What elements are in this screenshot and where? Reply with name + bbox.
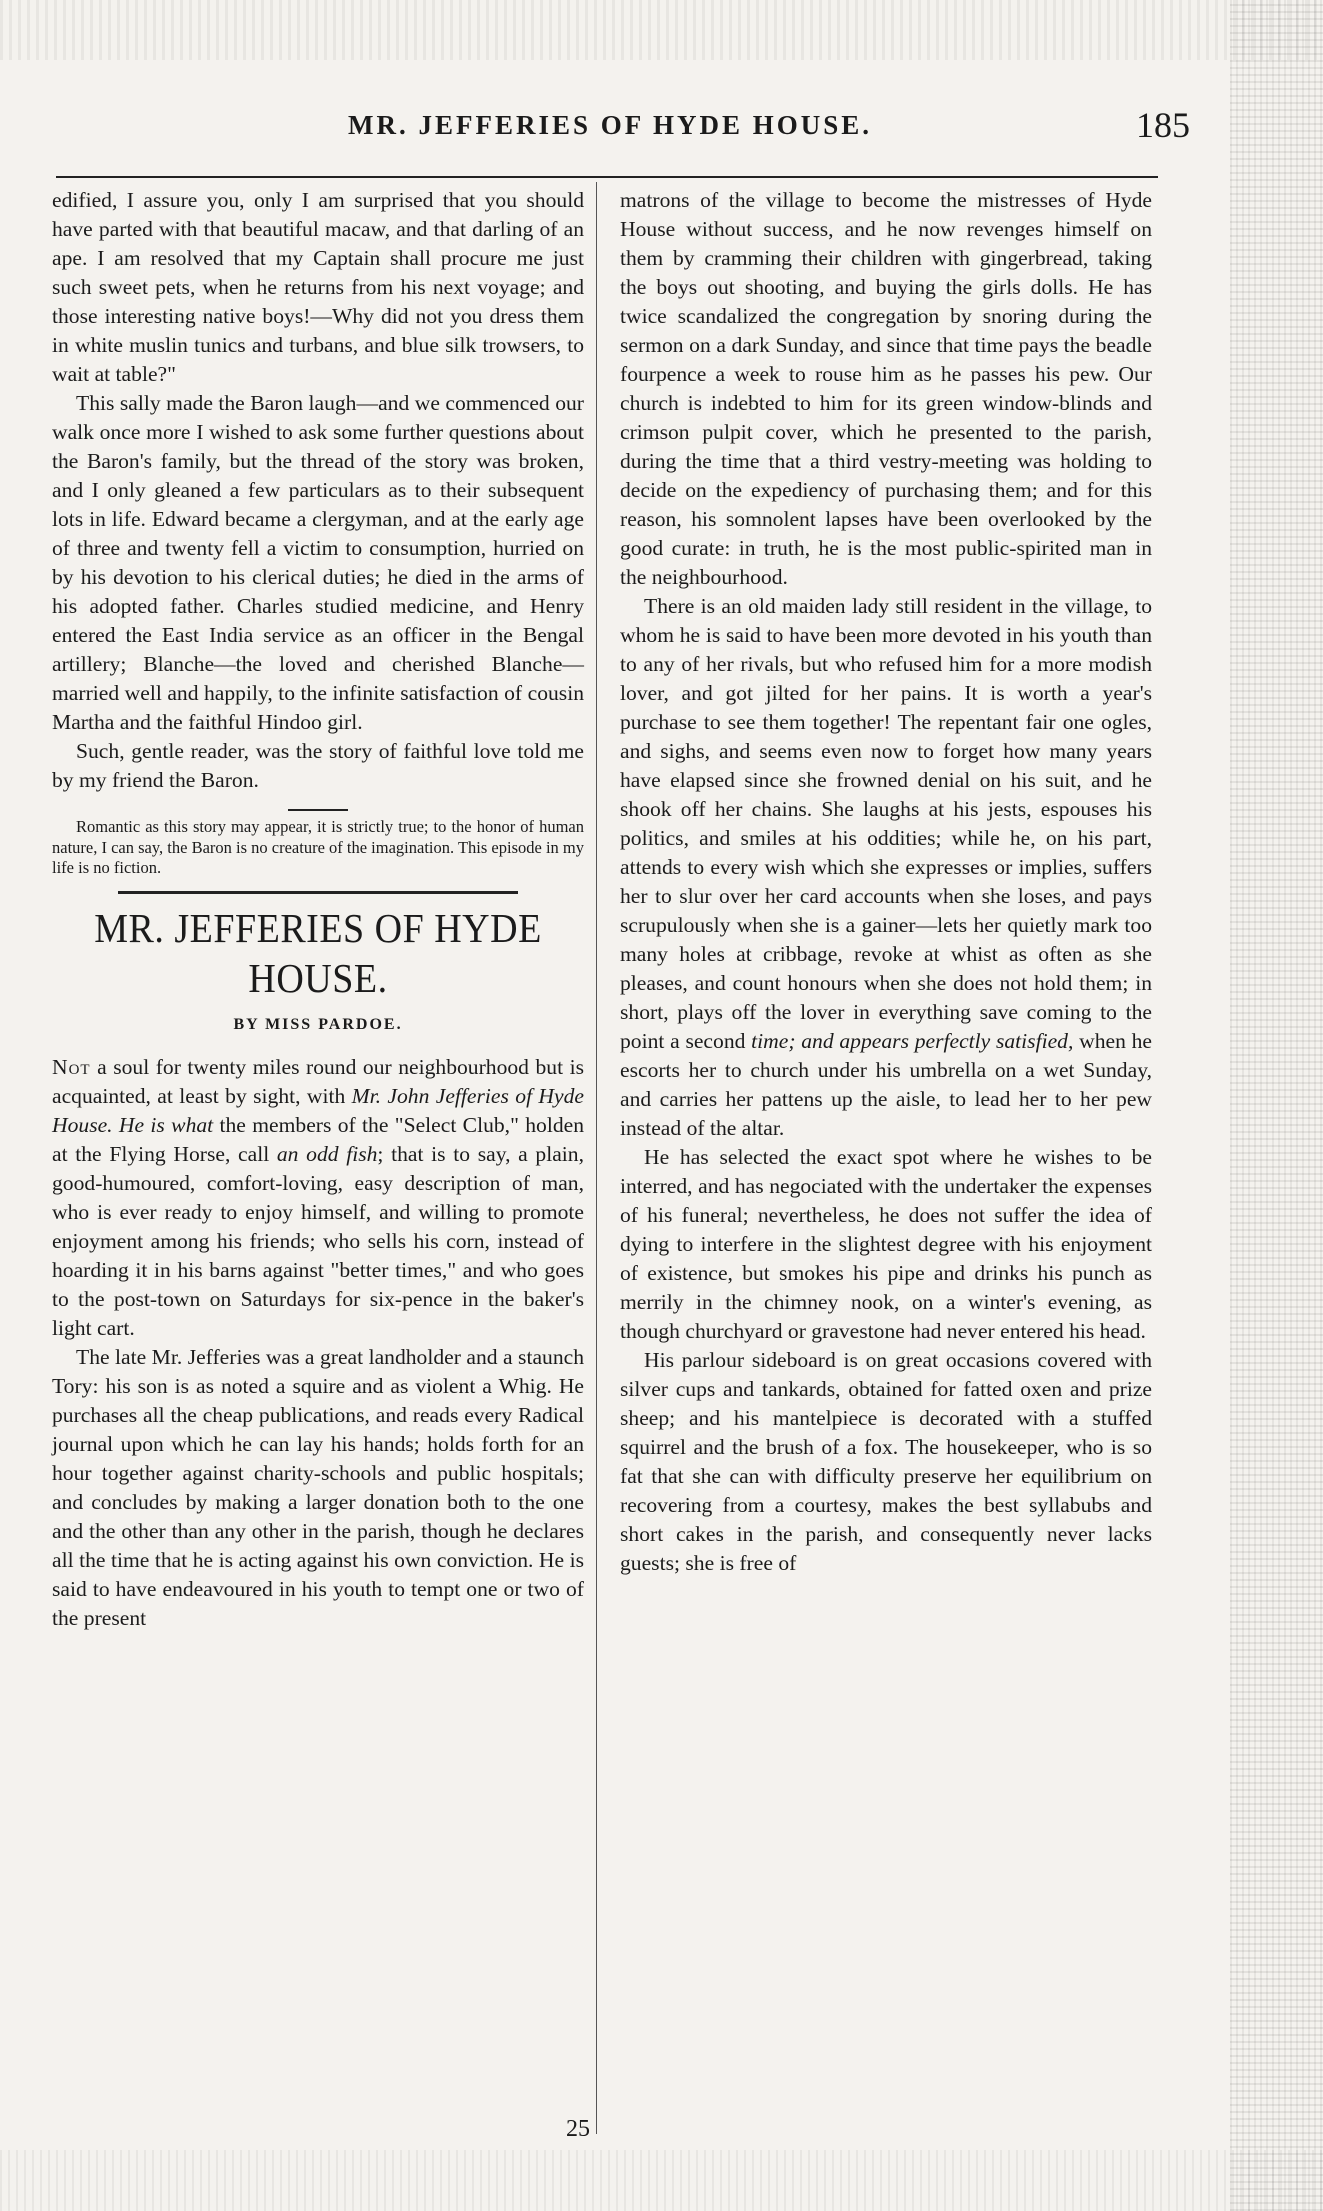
paragraph: The late Mr. Jefferies was a great landholder and a staunch Tory: his son is as noted a squire and as violent a Whig. He purchases all the cheap publications, and reads every Radical journal upon which he can lay his hands; holds forth for an hour together against charity-schools and public hospitals; and concludes by making a larger donation both to the one and the other than any other in the parish, though he declares all the time that he is acting against his own conviction. He is said to have endeavoured in his youth to tempt one or two of the present bbox=[52, 1344, 584, 1630]
scan-noise-bottom bbox=[0, 2150, 1323, 2211]
paragraph: He has selected the exact spot where he wishes to be interred, and has negociated with the undertaker the expenses of his funeral; nevertheless, he does not suffer the idea of dying to interfere in the slightest degree with his enjoyment of existence, but smokes his pipe and drinks his punch as merrily in the chimney nook, on a winter's evening, as though churchyard or gravestone had never entered his head. bbox=[620, 1145, 1152, 1343]
paragraph bbox=[52, 1053, 584, 1343]
drop-word: Not bbox=[52, 1054, 91, 1079]
footnote-rule bbox=[288, 809, 348, 811]
text-run: a soul for twenty miles round our neighbourhood but is acquainted, at least by sight, with bbox=[52, 1054, 584, 1108]
italic-run: time; and appears perfectly satisfied, bbox=[751, 1029, 1074, 1053]
text-run: ; that is to say, a plain, good-humoured, comfort-loving, easy description of man, who is ever ready to enjoy himself, and willing to promote enjoyment among his friends; who sells his corn, instead of hoarding it in his barns against "better times," and who goes to the post-town on Saturdays for six-pence in the baker's light cart. bbox=[52, 1141, 584, 1340]
paragraph: matrons of the village to become the mistresses of Hyde House without success, and he now revenges himself on them by cramming their children with gingerbread, taking the boys out shooting, and buying the girls dolls. He has twice scandalized the congregation by snoring during the sermon on a dark Sunday, and since that time pays the beadle fourpence a week to rouse him as he passes his pew. Our church is indebted to him for its green window-blinds and crimson pulpit cover, which he presented to the parish, during the time that a third vestry-meeting was holding to decide on the expediency of purchasing them; and for this reason, his somnolent lapses have been overlooked by the good curate: in truth, he is the most public-spirited man in the neighbourhood. bbox=[620, 188, 1152, 589]
italic-run: Mr. John Jefferies of Hyde House. He is what bbox=[52, 1083, 584, 1137]
paragraph: edified, I assure you, only I am surprised that you should have parted with that beautiful macaw, and that darling of an ape. I am resolved that my Captain shall procure me just such sweet pets, when he returns from his next voyage; and those interesting native boys!—Why did not you dress them in white muslin tunics and turbans, and blue silk trowsers, to wait at table?" bbox=[52, 188, 584, 386]
text-run: There is an old maiden lady still resident in the village, to whom he is said to have been more devoted in his youth than to any of her rivals, but who refused him for a more modish lover, and got jilted for her pains. It is worth a year's purchase to see them together! The repentant fair one ogles, and sighs, and seems even now to forget how many years have elapsed since she frowned denial on his suit, and he shook off her chains. She laughs at his jests, espouses his politics, and smiles at his oddities; while he, on his part, attends to every wish which she expresses or implies, suffers her to slur over her card accounts when she loses, and pays scrupulously when she is a gainer—lets her quietly mark too many holes at cribbage, revoke at whist as often as she pleases, and count honours when she does not hold them; in short, plays off the lover in everything save coming to the point a second bbox=[620, 594, 1152, 1053]
scan-noise-right bbox=[1230, 0, 1323, 2211]
right-column bbox=[620, 186, 1152, 1578]
text-run: when he escorts her to church under his umbrella on a wet Sunday, and carries her pattens up the aisle, to lead her to her pew instead of the altar. bbox=[620, 1029, 1152, 1140]
text-run: the members of the "Select Club," holden at the Flying Horse, call bbox=[52, 1112, 584, 1166]
paragraph: This sally made the Baron laugh—and we commenced our walk once more I wished to ask some further questions about the Baron's family, but the thread of the story was broken, and I only gleaned a few particulars as to their subsequent lots in life. Edward became a clergyman, and at the early age of three and twenty fell a victim to consumption, hurried on by his devotion to his clerical duties; he died in the arms of his adopted father. Charles studied medicine, and Henry entered the East India service as an officer in the Bengal artillery; Blanche—the loved and cherished Blanche—married well and happily, to the infinite satisfaction of cousin Martha and the faithful Hindoo girl. bbox=[52, 391, 584, 734]
left-column bbox=[52, 186, 584, 1633]
italic-run: an odd fish bbox=[276, 1141, 378, 1166]
scan-noise-top bbox=[0, 0, 1323, 60]
running-title: MR. JEFFERIES OF HYDE HOUSE. bbox=[347, 110, 873, 140]
signature-mark: 25 bbox=[566, 2116, 590, 2142]
byline: BY MISS PARDOE. bbox=[233, 1015, 403, 1033]
header-rule bbox=[56, 176, 1158, 178]
paragraph: Such, gentle reader, was the story of faithful love told me by my friend the Baron. bbox=[52, 739, 584, 792]
section-divider bbox=[118, 891, 518, 894]
column-divider bbox=[596, 182, 597, 2134]
footnote: Romantic as this story may appear, it is strictly true; to the honor of human nature, I can say, the Baron is no creature of the imagination. This episode in my life is no fiction. bbox=[52, 817, 584, 877]
article-title: MR. JEFFERIES OF HYDE HOUSE. bbox=[94, 905, 542, 1002]
page-number: 185 bbox=[1136, 105, 1190, 145]
paragraph: His parlour sideboard is on great occasions covered with silver cups and tankards, obtained for fatted oxen and prize sheep; and his mantelpiece is decorated with a stuffed squirrel and the brush of a fox. The housekeeper, who is so fat that she can with difficulty preserve her equilibrium on recovering from a courtesy, makes the best syllabubs and short cakes in the parish, and consequently never lacks guests; she is free of bbox=[620, 1348, 1152, 1575]
paragraph bbox=[620, 592, 1152, 1143]
